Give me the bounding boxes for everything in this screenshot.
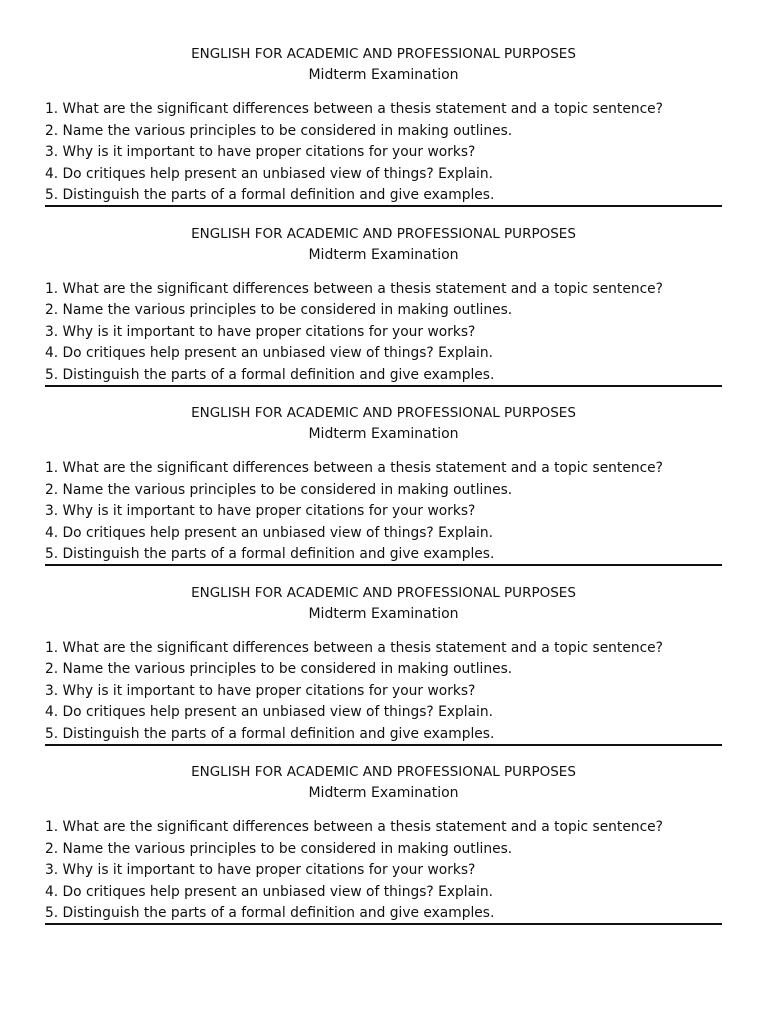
exam-section-2 bbox=[45, 180, 722, 383]
section-divider bbox=[45, 923, 722, 925]
question-item: 2. Name the various principles to be considered in making outlines. bbox=[45, 302, 513, 319]
question-item: 3. Why is it important to have proper citations for your works? bbox=[45, 682, 476, 699]
exam-section-5 bbox=[45, 718, 722, 922]
exam-title: ENGLISH FOR ACADEMIC AND PROFESSIONAL PURPOSES bbox=[191, 46, 576, 62]
question-item: 1. What are the significant differences between a thesis statement and a topic sentence? bbox=[45, 460, 663, 476]
exam-subtitle: Midterm Examination bbox=[308, 785, 459, 801]
question-item: 5. Distinguish the parts of a formal definition and give examples. bbox=[45, 725, 495, 742]
exam-section-4 bbox=[45, 539, 722, 742]
question-item: 5. Distinguish the parts of a formal definition and give examples. bbox=[45, 187, 495, 204]
question-item: 2. Name the various principles to be considered in making outlines. bbox=[45, 661, 513, 678]
question-item: 1. What are the significant differences between a thesis statement and a topic sentence? bbox=[45, 639, 663, 656]
question-item: 5. Distinguish the parts of a formal definition and give examples. bbox=[45, 905, 495, 922]
exam-subtitle: Midterm Examination bbox=[308, 67, 459, 83]
question-item: 2. Name the various principles to be considered in making outlines. bbox=[45, 122, 513, 139]
question-item: 1. What are the significant differences between a thesis statement and a topic sentence? bbox=[45, 280, 663, 297]
exam-title: ENGLISH FOR ACADEMIC AND PROFESSIONAL PURPOSES bbox=[191, 225, 576, 242]
exam-subtitle: Midterm Examination bbox=[308, 605, 459, 622]
question-list bbox=[45, 817, 722, 925]
exam-section-1 bbox=[45, 0, 722, 204]
question-item: 3. Why is it important to have proper citations for your works? bbox=[45, 144, 476, 161]
question-item: 3. Why is it important to have proper citations for your works? bbox=[45, 323, 476, 340]
question-item: 4. Do critiques help present an unbiased view of things? Explain. bbox=[45, 165, 493, 182]
exam-title: ENGLISH FOR ACADEMIC AND PROFESSIONAL PURPOSES bbox=[191, 584, 576, 601]
question-item: 4. Do critiques help present an unbiased view of things? Explain. bbox=[45, 704, 493, 721]
exam-subtitle: Midterm Examination bbox=[308, 246, 459, 263]
question-item: 2. Name the various principles to be considered in making outlines. bbox=[45, 840, 513, 857]
question-item: 5. Distinguish the parts of a formal definition and give examples. bbox=[45, 546, 495, 563]
question-item: 4. Do critiques help present an unbiased view of things? Explain. bbox=[45, 345, 493, 362]
question-item: 1. What are the significant differences between a thesis statement and a topic sentence? bbox=[45, 101, 663, 117]
question-item: 3. Why is it important to have proper citations for your works? bbox=[45, 503, 476, 520]
question-item: 3. Why is it important to have proper citations for your works? bbox=[45, 862, 476, 879]
exam-section-3 bbox=[45, 359, 722, 563]
question-item: 4. Do critiques help present an unbiased view of things? Explain. bbox=[45, 524, 493, 541]
question-item: 1. What are the significant differences between a thesis statement and a topic sentence? bbox=[45, 819, 663, 835]
exam-title: ENGLISH FOR ACADEMIC AND PROFESSIONAL PURPOSES bbox=[191, 764, 576, 780]
question-item: 2. Name the various principles to be considered in making outlines. bbox=[45, 481, 513, 498]
question-item: 4. Do critiques help present an unbiased view of things? Explain. bbox=[45, 883, 493, 900]
exam-title: ENGLISH FOR ACADEMIC AND PROFESSIONAL PURPOSES bbox=[191, 405, 576, 421]
question-item: 5. Distinguish the parts of a formal definition and give examples. bbox=[45, 366, 495, 383]
exam-subtitle: Midterm Examination bbox=[308, 426, 459, 442]
